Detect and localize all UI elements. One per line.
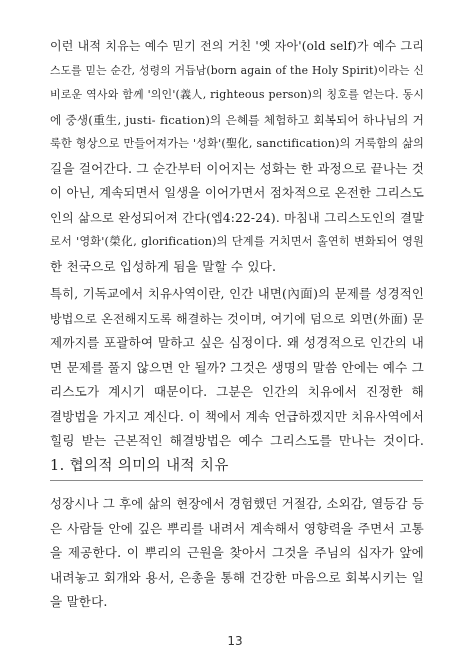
paragraph-line: 비로운 역사와 함께 '의인'(義人, righteous person)의 칭호를 얻는다. 동시 xyxy=(50,88,424,101)
paragraph-line: 길을 걸어간다. 그 순간부터 이어지는 성화는 한 과정으로 끝나는 것 xyxy=(50,160,425,176)
paragraph-line: 스도를 믿는 순간, 성령의 거듭남(born again of the Holy Spirit)이라는 신 xyxy=(50,63,424,77)
paragraph-line: 은 사람들 안에 깊은 뿌리를 내려서 계속해서 영향력을 주면서 고통 xyxy=(50,520,424,536)
paragraph-line: 면 문제를 풀지 않으면 안 될까? 그것은 생명의 말씀 안에는 예수 그 xyxy=(50,359,424,375)
paragraph-line: 리스도가 계시기 때문이다. 그분은 인간의 치유에서 진정한 해 xyxy=(50,384,424,399)
section-heading: 1. 협의적 의미의 내적 치유 xyxy=(50,458,229,474)
section-divider xyxy=(50,480,423,481)
paragraph-line: 을 제공한다. 이 뿌리의 근원을 찾아서 그것을 주님의 십자가 앞에 xyxy=(50,545,424,560)
paragraph-line: 성장시나 그 후에 삶의 현장에서 경험했던 거절감, 소외감, 열등감 등 xyxy=(50,496,424,511)
paragraph-line: 제까지를 포괄하여 말하고 싶은 심정이다. 왜 성경적으로 인간의 내 xyxy=(50,335,424,350)
paragraph-line: 특히, 기독교에서 치유사역이란, 인간 내면(內面)의 문제를 성경적인 xyxy=(50,286,424,301)
paragraph-line: 결방법을 가지고 계신다. 이 책에서 계속 언급하겠지만 치유사역에서 xyxy=(50,408,424,424)
paragraph-line: 내려놓고 회개와 용서, 은총을 통해 건강한 마음으로 회복시키는 일 xyxy=(50,569,424,585)
page-number: 13 xyxy=(227,634,243,648)
paragraph-line: 한 천국으로 입성하게 됨을 말할 수 있다. xyxy=(50,258,277,274)
paragraph-line: 룩한 형상으로 만들어져가는 '성화'(聖化, sanctification)의 거룩함의 삶의 xyxy=(50,137,424,150)
paragraph-narrow-meaning xyxy=(50,492,424,615)
paragraph-line: 을 말한다. xyxy=(50,594,108,609)
paragraph-inner-healing-definition xyxy=(50,34,424,279)
paragraph-line: 이런 내적 치유는 예수 믿기 전의 거친 '옛 자아'(old self)가 예수 그리 xyxy=(50,39,424,53)
paragraph-line: 방법으로 온전해지도록 해결하는 것이며, 여기에 덤으로 외면(外面) 문 xyxy=(50,311,424,326)
paragraph-line: 로서 '영화'(榮化, glorification)의 단계를 거치면서 홀연히 변화되어 영원 xyxy=(50,235,424,248)
paragraph-healing-ministry xyxy=(50,282,424,454)
paragraph-line: 힐링 받는 근본적인 해결방법은 예수 그리스도를 만나는 것이다. xyxy=(50,433,424,448)
paragraph-line: 인의 삶으로 완성되어져 간다(엡4:22-24). 마침내 그리스도인의 결말 xyxy=(50,210,424,225)
paragraph-line: 에 중생(重生, justi- fication)의 은혜를 체험하고 회복되어 하나님의 거 xyxy=(50,112,424,127)
paragraph-line: 이 아닌, 계속되면서 일생을 이어가면서 점차적으로 온전한 그리스도 xyxy=(50,185,424,200)
